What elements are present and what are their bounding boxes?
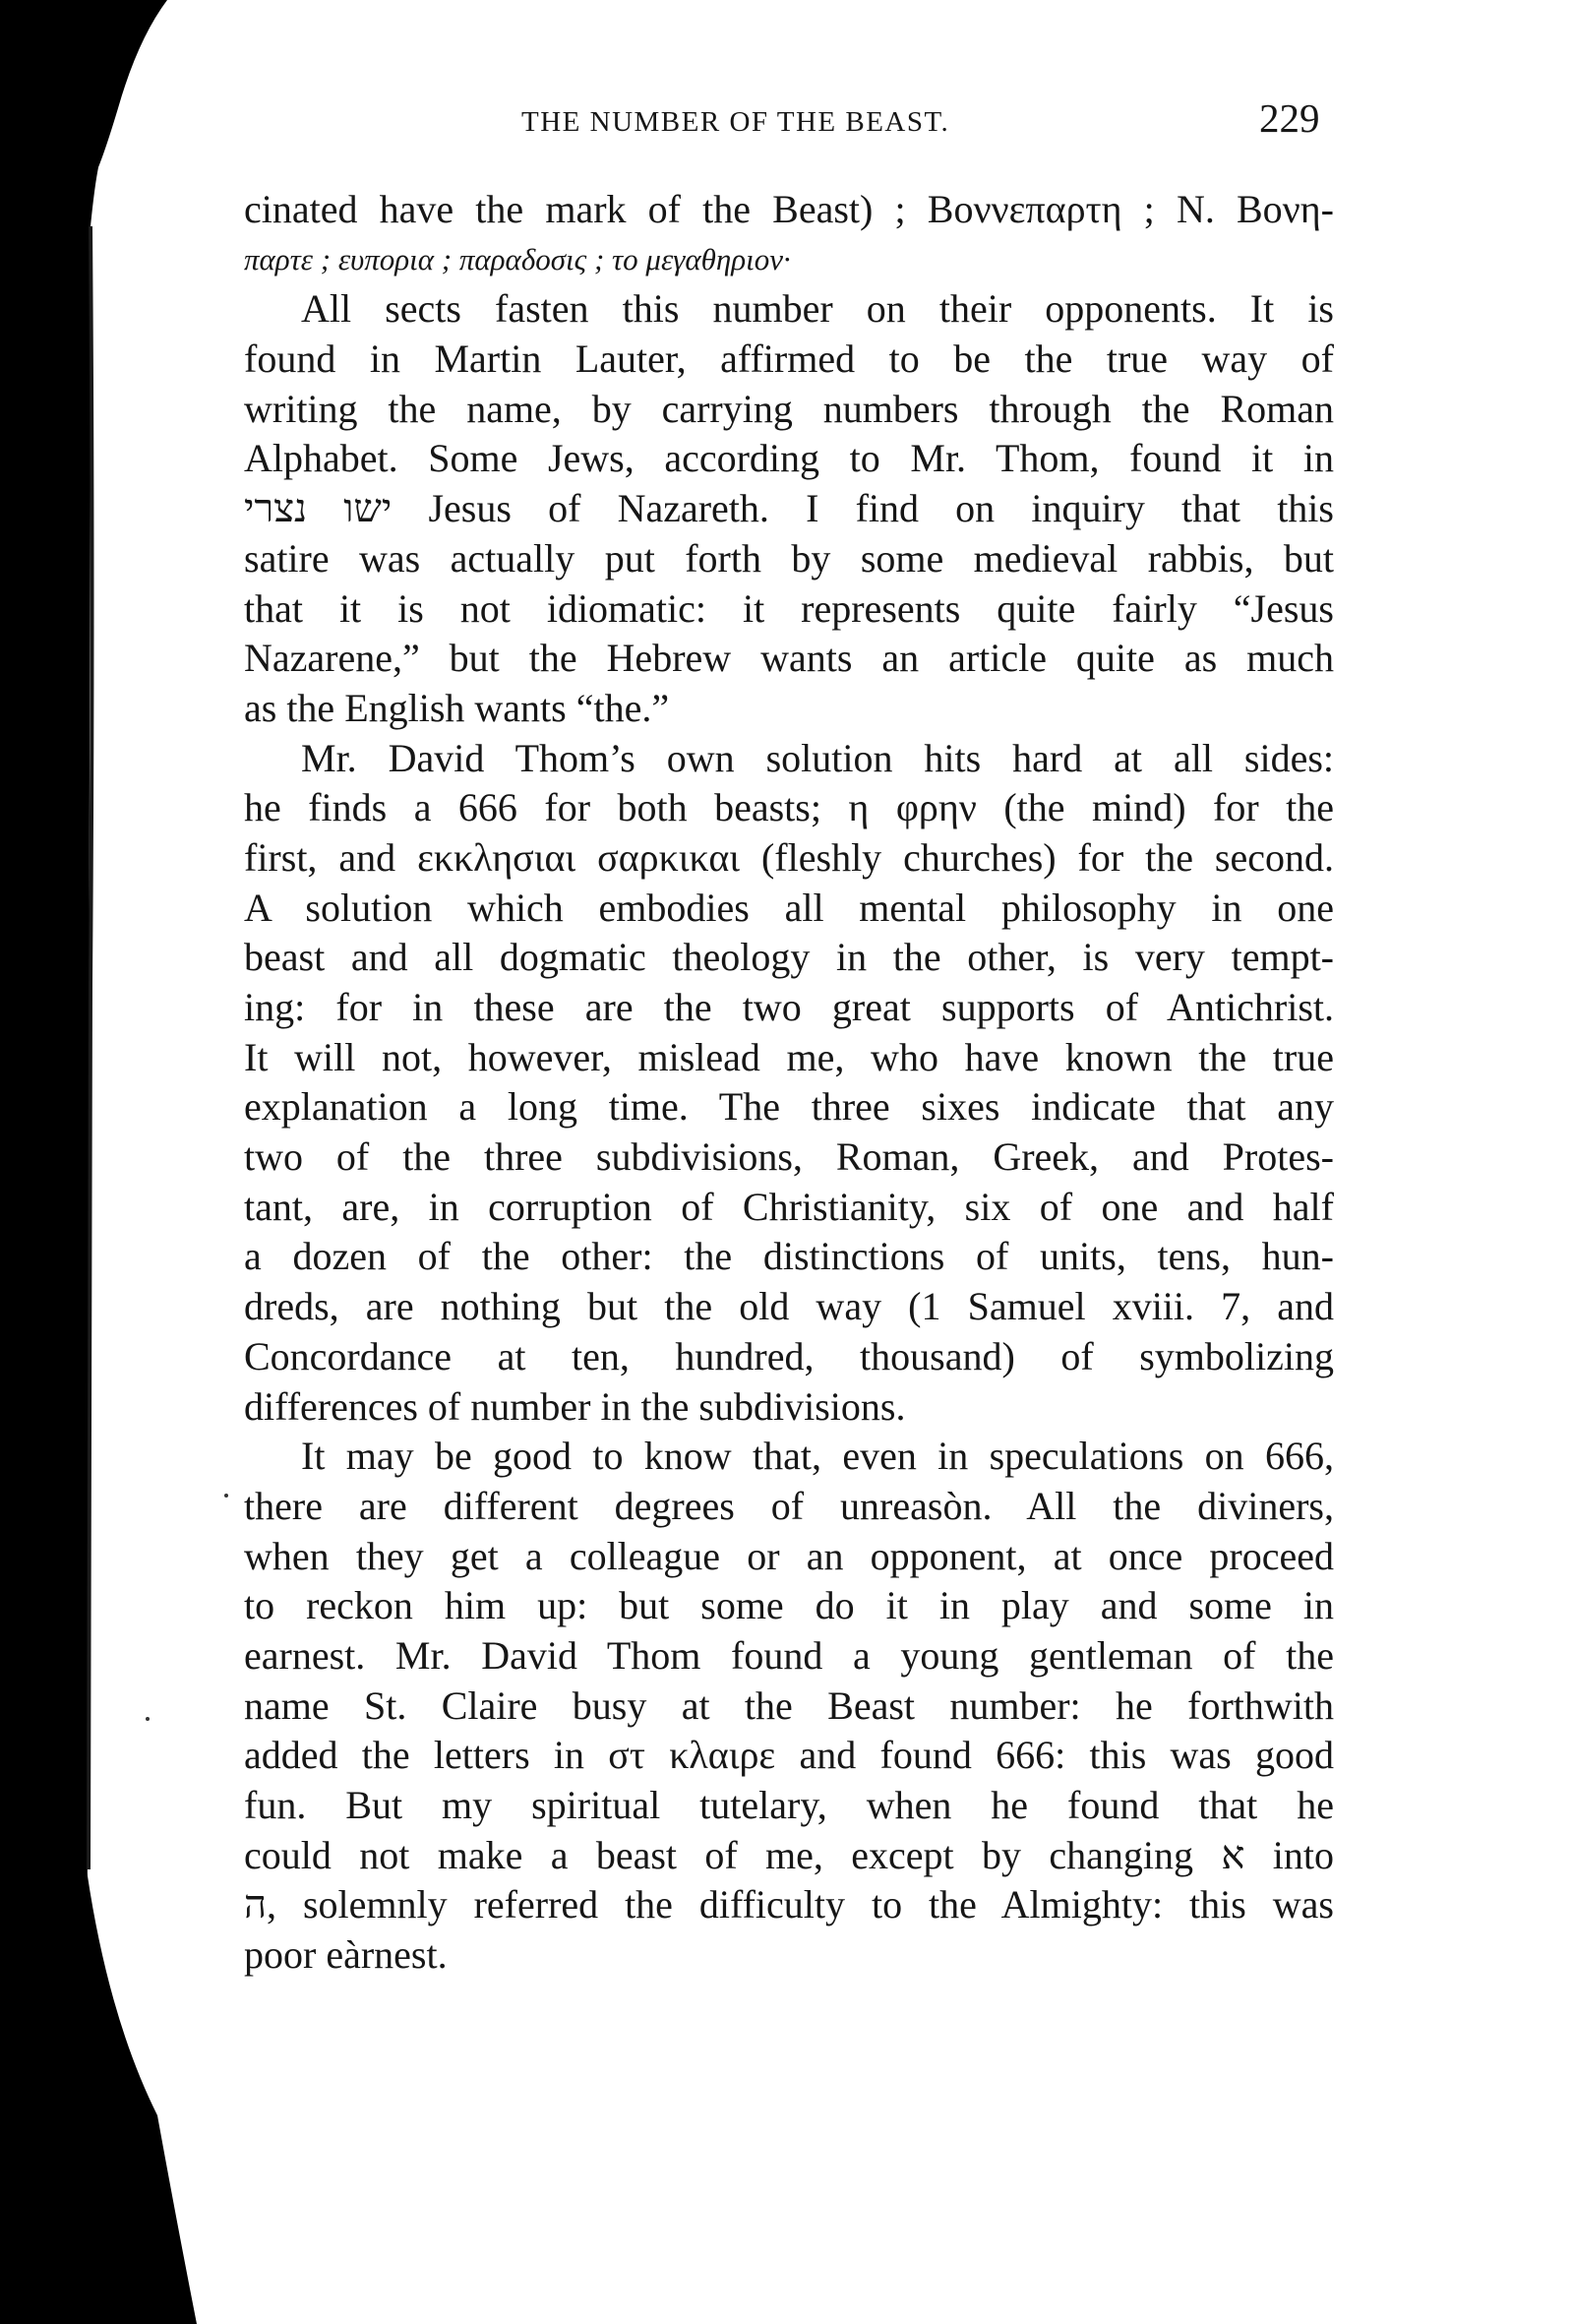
text-line: A solution which embodies all mental philosophy in one (244, 885, 1334, 930)
running-head: THE NUMBER OF THE BEAST. (521, 106, 950, 138)
text-line: earnest. Mr. David Thom found a young gentleman of the (244, 1632, 1334, 1678)
text-line: that it is not idiomatic: it represents quite fairly “Jesus (244, 585, 1334, 631)
text-line: explanation a long time. The three sixes indicate that any (244, 1084, 1334, 1130)
stray-mark (224, 1494, 228, 1498)
text-line: cinated have the mark of the Beast) ; Βοννεπαρτη ; N. Βονη- (244, 187, 1334, 231)
text-line: two of the three subdivisions, Roman, Greek, and Protes- (244, 1134, 1334, 1180)
text-line: a dozen of the other: the distinctions of units, tens, hun- (244, 1234, 1334, 1279)
text-line: poor eàrnest. (244, 1932, 448, 1978)
text-line: Concordance at ten, hundred, thousand) of symbolizing (244, 1333, 1334, 1378)
text-line: All sects fasten this number on their opponents. It is (301, 286, 1334, 332)
text-line: to reckon him up: but some do it in play and some in (244, 1583, 1334, 1628)
page-header (0, 94, 1572, 153)
text-line: beast and all dogmatic theology in the other, is very tempt- (244, 935, 1334, 980)
text-line: added the letters in στ κλαιρε and found 666: this was good (244, 1733, 1334, 1778)
body-text (244, 185, 1334, 1981)
text-line: first, and εκκλησιαι σαρκικαι (fleshly churches) for the second. (244, 834, 1334, 880)
text-line: could not make a beast of me, except by changing א into (244, 1832, 1334, 1877)
text-line: ישו נצרי Jesus of Nazareth. I find on inquiry that this (244, 486, 1334, 531)
text-line: Alphabet. Some Jews, according to Mr. Thom, found it in (244, 436, 1334, 481)
text-line: ה, solemnly referred the difficulty to the Almighty: this was (244, 1882, 1334, 1927)
text-line: Nazarene,” but the Hebrew wants an article quite as much (244, 636, 1334, 681)
text-line: tant, are, in corruption of Christianity, six of one and half (244, 1184, 1334, 1229)
text-line: he finds a 666 for both beasts; η φρην (the mind) for the (244, 785, 1334, 830)
text-line: writing the name, by carrying numbers through the Roman (244, 386, 1334, 431)
text-line: when they get a colleague or an opponent, at once proceed (244, 1533, 1334, 1578)
text-line: It will not, however, mislead me, who have known the true (244, 1034, 1334, 1079)
text-line: παρτε ; ευπορια ; παραδοσις ; το μεγαθηριον· (244, 241, 791, 276)
text-line: dreds, are nothing but the old way (1 Samuel xviii. 7, and (244, 1284, 1334, 1329)
text-line: as the English wants “the.” (244, 685, 670, 730)
text-line: there are different degrees of unreasòn. All the diviners, (244, 1483, 1334, 1528)
page-number: 229 (1259, 95, 1320, 141)
text-line: fun. But my spiritual tutelary, when he found that he (244, 1783, 1334, 1827)
text-line: ing: for in these are the two great supports of Antichrist. (244, 985, 1334, 1029)
text-line: found in Martin Lauter, affirmed to be the true way of (244, 336, 1334, 382)
text-line: name St. Claire busy at the Beast number: he forthwith (244, 1682, 1334, 1728)
stray-mark (146, 1717, 150, 1721)
text-line: Mr. David Thom’s own solution hits hard at all sides: (301, 735, 1334, 780)
text-line: differences of number in the subdivisions. (244, 1383, 906, 1429)
binding-shadow (0, 0, 197, 2324)
text-line: It may be good to know that, even in speculations on 666, (301, 1434, 1334, 1479)
text-line: satire was actually put forth by some medieval rabbis, but (244, 535, 1334, 581)
